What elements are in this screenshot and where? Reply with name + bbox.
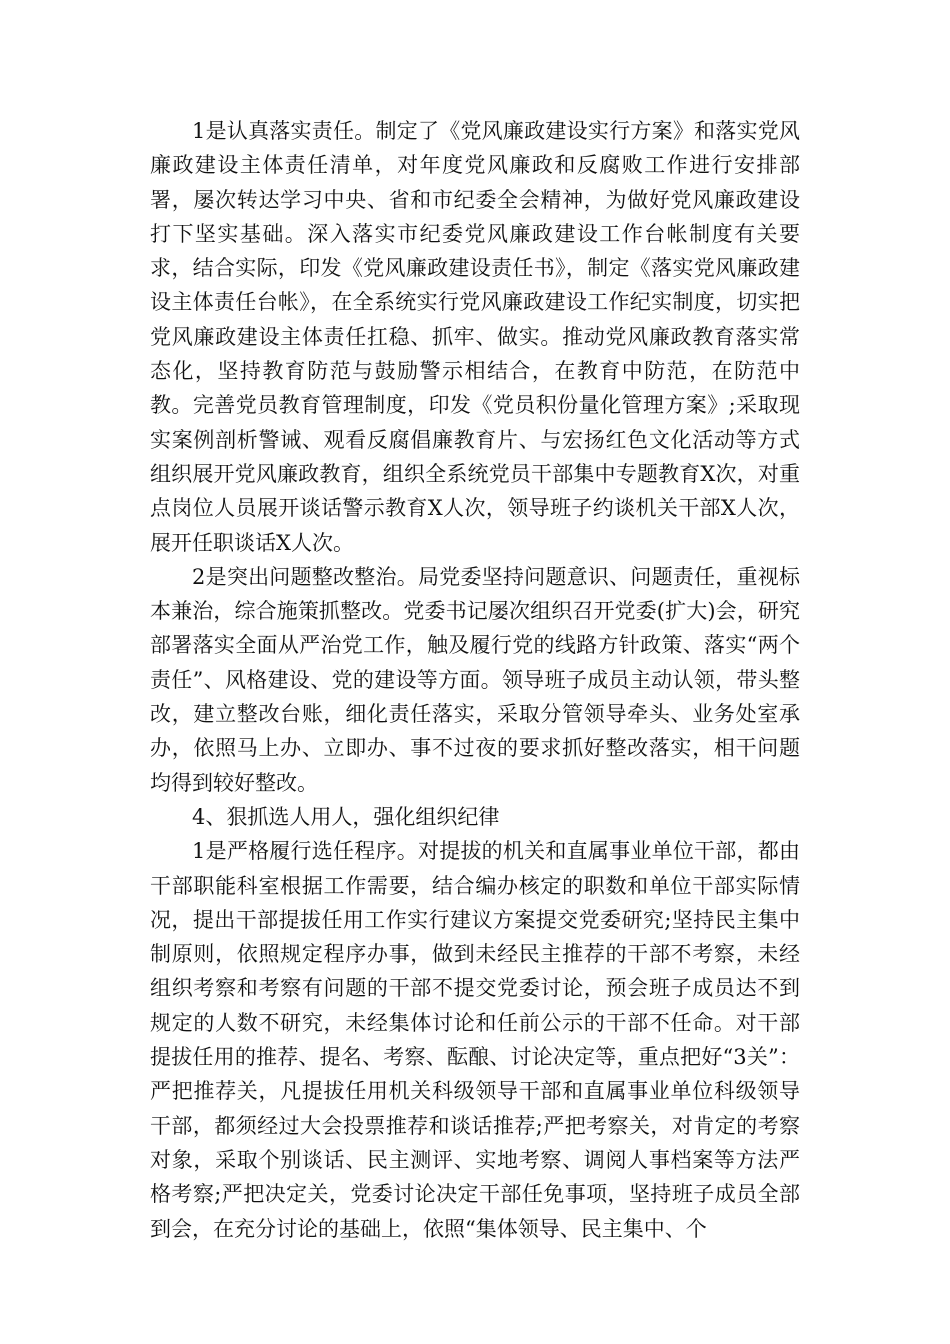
paragraph-rectification: 2是突出问题整改整治。局党委坚持问题意识、问题责任，重视标本兼治，综合施策抓整改。党委书记屡次组织召开党委(扩大)会，研究部署落实全面从严治党工作，触及履行党的线路方针政策、落实“两个责任”、风格建设、党的建设等方面。领导班子成员主动认领，带头整改，建立整改台账，细化责任落实，采取分管领导牵头、业务处室承办，依照马上办、立即办、事不过夜的要求抓好整改落实，相干问题均得到较好整改。	[150, 564, 800, 795]
document-page	[150, 114, 800, 1246]
paragraph-selection-procedure: 1是严格履行选任程序。对提拔的机关和直属事业单位干部，都由干部职能科室根据工作需要，结合编办核定的职数和单位干部实际情况，提出干部提拔任用工作实行建议方案提交党委研究;坚持民主集中制原则，依照规定程序办事，做到未经民主推荐的干部不考察，未经组织考察和考察有问题的干部不提交党委讨论，预会班子成员达不到规定的人数不研究，未经集体讨论和任前公示的干部不任命。对干部提拔任用的推荐、提名、考察、酝酿、讨论决定等，重点把好“3关”：严把推荐关，凡提拔任用机关科级领导干部和直属事业单位科级领导干部，都须经过大会投票推荐和谈话推荐;严把考察关，对肯定的考察对象，采取个别谈话、民主测评、实地考察、调阅人事档案等方法严格考察;严把决定关，党委讨论决定干部任免事项，坚持班子成员全部到会，在充分讨论的基础上，依照“集体领导、民主集中、个	[150, 839, 800, 1241]
paragraph-responsibility: 1是认真落实责任。制定了《党风廉政建设实行方案》和落实党风廉政建设主体责任清单，对年度党风廉政和反腐败工作进行安排部署，屡次转达学习中央、省和市纪委全会精神，为做好党风廉政建设打下坚实基础。深入落实市纪委党风廉政建设工作台帐制度有关要求，结合实际，印发《党风廉政建设责任书》，制定《落实党风廉政建设主体责任台帐》，在全系统实行党风廉政建设工作纪实制度，切实把党风廉政建设主体责任扛稳、抓牢、做实。推动党风廉政教育落实常态化，坚持教育防范与鼓励警示相结合，在教育中防范，在防范中教。完善党员教育管理制度，印发《党员积份量化管理方案》;采取现实案例剖析警诫、观看反腐倡廉教育片、与宏扬红色文化活动等方式组织展开党风廉政教育，组织全系统党员干部集中专题教育X次，对重点岗位人员展开谈话警示教育X人次，领导班子约谈机关干部X人次，展开任职谈话X人次。	[150, 119, 800, 555]
section-heading-personnel: 4、狠抓选人用人，强化组织纪律	[192, 804, 500, 829]
